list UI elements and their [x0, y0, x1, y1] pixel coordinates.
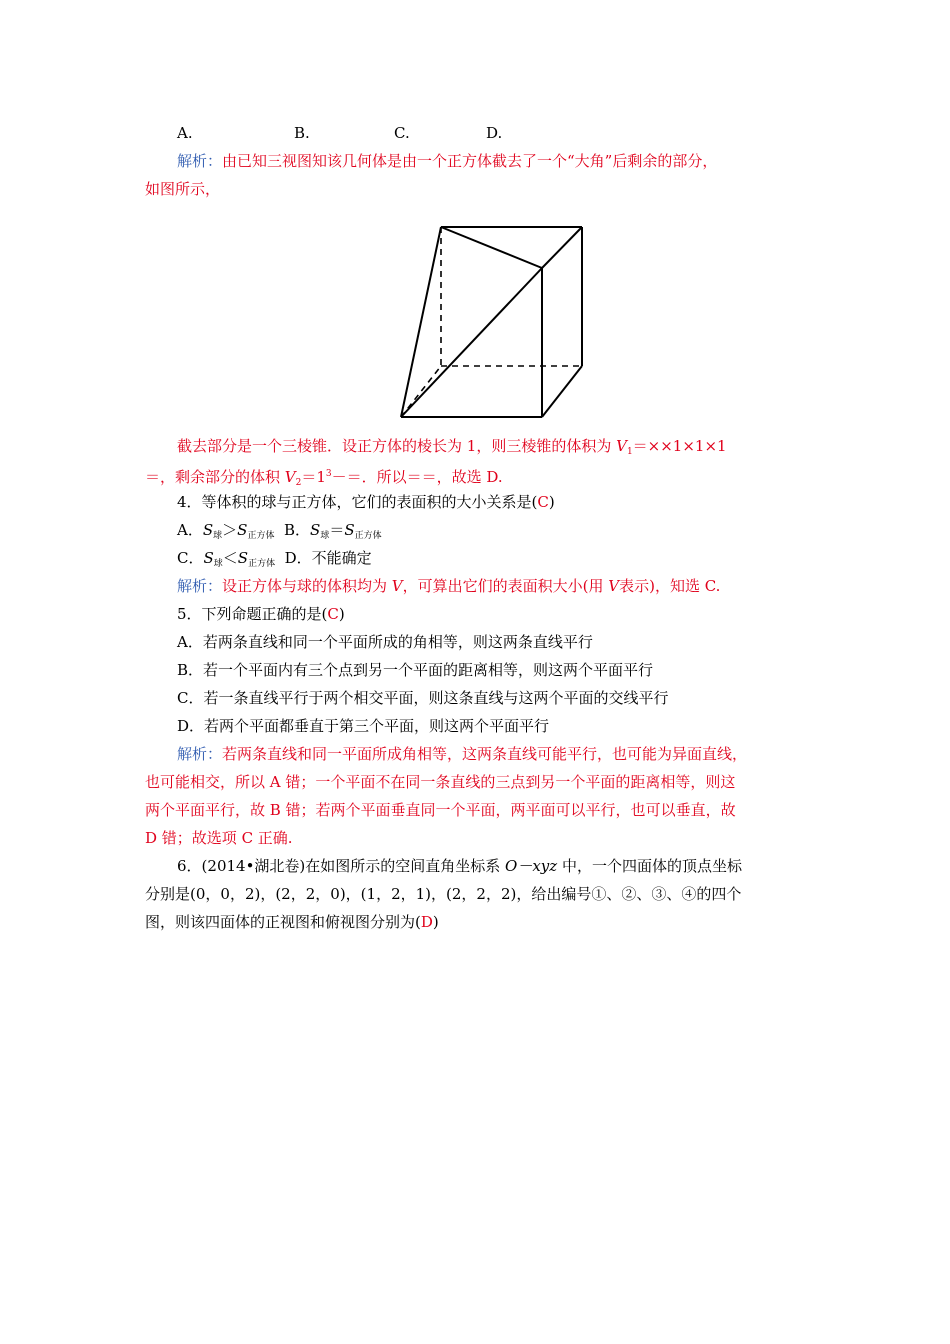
- q5-analysis-3: 两个平面平行，故 B 错；若两个平面垂直同一个平面，两平面可以平行，也可以垂直，故: [145, 801, 736, 819]
- q6-line-3: 图，则该四面体的正视图和俯视图分别为(D): [145, 913, 439, 931]
- q6-answer: D: [420, 913, 433, 931]
- q5-option-c: C．若一条直线平行于两个相交平面，则这条直线与这两个平面的交线平行: [177, 689, 669, 707]
- q5-answer: C: [327, 605, 339, 623]
- q4-analysis: 解析：设正方体与球的体积均为 V，可算出它们的表面积大小(用 V表示)，知选 C.: [177, 577, 721, 595]
- q4-options-cd: C．$S_球<S_{正方体}$ D．不能确定: [177, 549, 372, 569]
- q4-options-ab: A．$S_球>S_{正方体}$ B．$S_球=S_{正方体}$: [177, 521, 382, 541]
- q5-option-d: D．若两个平面都垂直于第三个平面，则这两个平面平行: [177, 717, 550, 735]
- q3-cut-line-1: 截去部分是一个三棱锥．设正方体的棱长为 1，则三棱锥的体积为 $V_1=\times\times 1\times 1\times 1$: [177, 437, 727, 457]
- option-a: A.: [177, 124, 193, 142]
- q4-answer: C: [537, 493, 549, 511]
- q5-analysis-4: D 错；故选项 C 正确.: [145, 829, 293, 847]
- q6-line-1: 6．(2014•湖北卷)在如图所示的空间直角坐标系 O－xyz 中，一个四面体的顶点坐标: [177, 857, 742, 875]
- q5-option-b: B．若一个平面内有三个点到另一个平面的距离相等，则这两个平面平行: [177, 661, 654, 679]
- option-b: B.: [294, 124, 310, 142]
- q3-cut-line-2: ＝，剩余部分的体积 $V_2=1^3-=$．所以＝＝，故选 D.: [145, 468, 503, 488]
- q3-analysis-line: 解析：由已知三视图知该几何体是由一个正方体截去了一个“大角”后剩余的部分，: [177, 152, 718, 170]
- q5-analysis-2: 也可能相交，所以 A 错；一个平面不在同一条直线的三点到另一个平面的距离相等，则这: [145, 773, 736, 791]
- q6-line-2: 分别是(0，0，2)，(2，2，0)，(1，2，1)，(2，2，2)，给出编号①、②、③、④的四个: [145, 885, 742, 903]
- q5-stem: 5．下列命题正确的是(C): [177, 605, 345, 623]
- q3-analysis-line-2: 如图所示，: [145, 180, 221, 198]
- analysis-label: 解析：: [177, 152, 223, 170]
- q4-stem: 4．等体积的球与正方体，它们的表面积的大小关系是(C): [177, 493, 555, 511]
- option-d: D.: [486, 124, 503, 142]
- option-c: C.: [394, 124, 410, 142]
- q5-option-a: A．若两条直线和同一个平面所成的角相等，则这两条直线平行: [177, 633, 593, 651]
- q5-analysis-1: 解析：若两条直线和同一平面所成角相等，这两条直线可能平行，也可能为异面直线，: [177, 745, 748, 763]
